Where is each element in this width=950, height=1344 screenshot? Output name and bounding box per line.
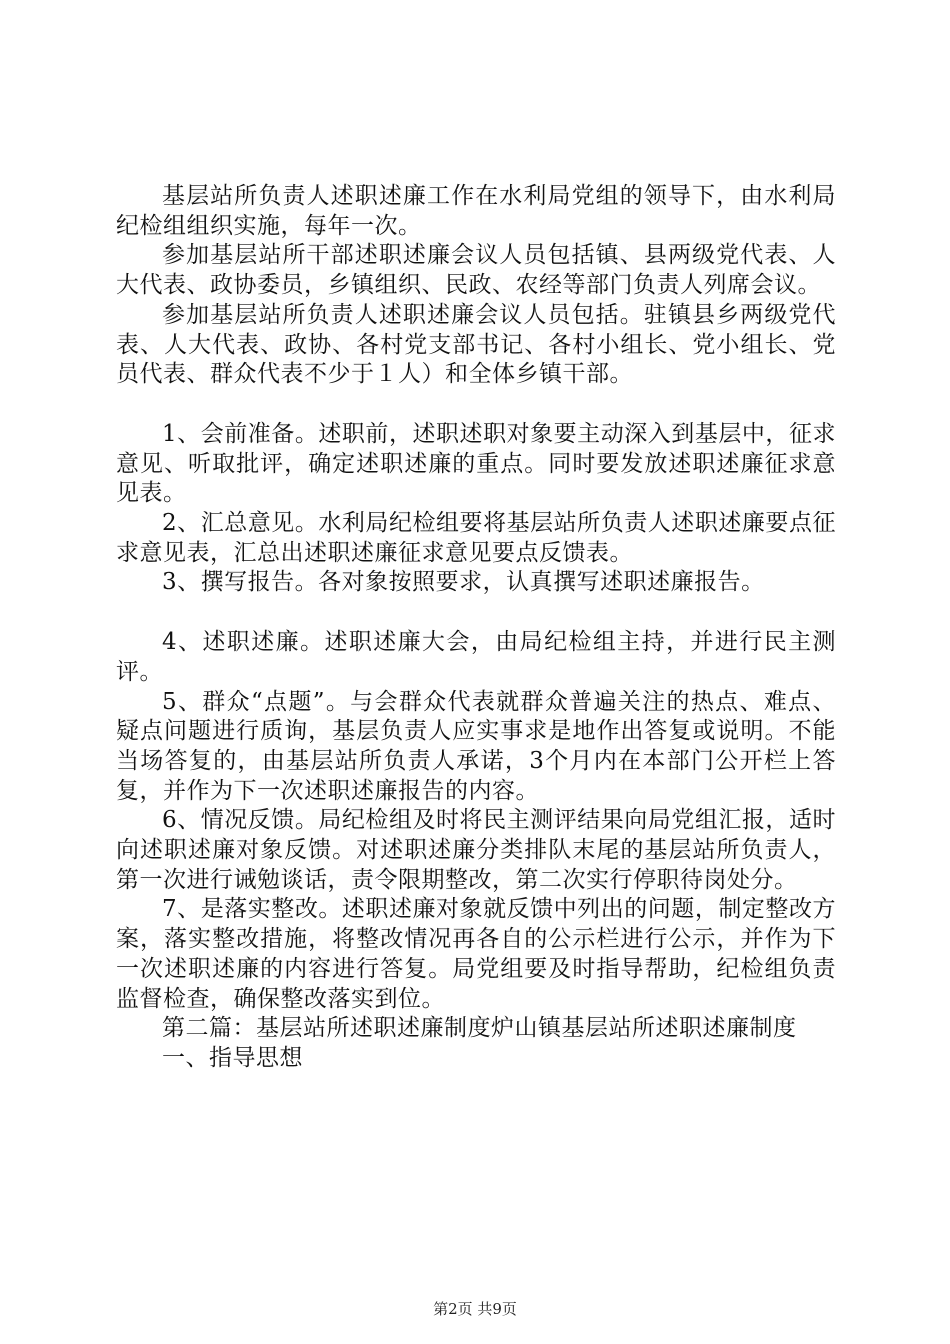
paragraph: 4、述职述廉。述职述廉大会，由局纪检组主持，并进行民主测评。	[116, 629, 836, 685]
paragraph-gap	[116, 390, 836, 420]
page-number-footer: 第2页 共9页	[433, 1300, 517, 1318]
paragraph: 6、情况反馈。局纪检组及时将民主测评结果向局党组汇报，适时向述职述廉对象反馈。对述职述廉分类排队末尾的基层站所负责人，第一次进行诫勉谈话，责令限期整改，第二次实行停职待岗处分。	[116, 807, 836, 893]
paragraph: 5、群众“点题”。与会群众代表就群众普遍关注的热点、难点、疑点问题进行质询，基层负责人应实事求是地作出答复或说明。不能当场答复的，由基层站所负责人承诺，3个月内在本部门公开栏上答复，并作为下一次述职述廉报告的内容。	[116, 688, 836, 804]
document-body	[116, 182, 836, 1074]
paragraph: 1、会前准备。述职前，述职述职对象要主动深入到基层中，征求意见、听取批评，确定述职述廉的重点。同时要发放述职述廉征求意见表。	[116, 420, 836, 507]
paragraph: 7、是落实整改。述职述廉对象就反馈中列出的问题，制定整改方案，落实整改措施，将整改情况再各自的公示栏进行公示，并作为下一次述职述廉的内容进行答复。局党组要及时指导帮助，纪检组负责监督检查，确保整改落实到位。	[116, 896, 836, 1012]
paragraph: 参加基层站所负责人述职述廉会议人员包括。驻镇县乡两级党代表、人大代表、政协、各村党支部书记、各村小组长、党小组长、党员代表、群众代表不少于１人）和全体乡镇干部。	[116, 301, 836, 388]
paragraph: 参加基层站所干部述职述廉会议人员包括镇、县两级党代表、人大代表、政协委员，乡镇组织、民政、农经等部门负责人列席会议。	[116, 242, 836, 299]
paragraph: 3、撰写报告。各对象按照要求，认真撰写述职述廉报告。	[162, 569, 765, 596]
subsection-heading: 一、指导思想	[162, 1044, 303, 1071]
paragraph: 基层站所负责人述职述廉工作在水利局党组的领导下，由水利局纪检组组织实施，每年一次。	[116, 183, 836, 239]
paragraph-gap	[116, 598, 836, 628]
paragraph: 2、汇总意见。水利局纪检组要将基层站所负责人述职述廉要点征求意见表，汇总出述职述廉征求意见要点反馈表。	[116, 510, 836, 566]
section-heading: 第二篇：基层站所述职述廉制度炉山镇基层站所述职述廉制度	[162, 1015, 797, 1042]
